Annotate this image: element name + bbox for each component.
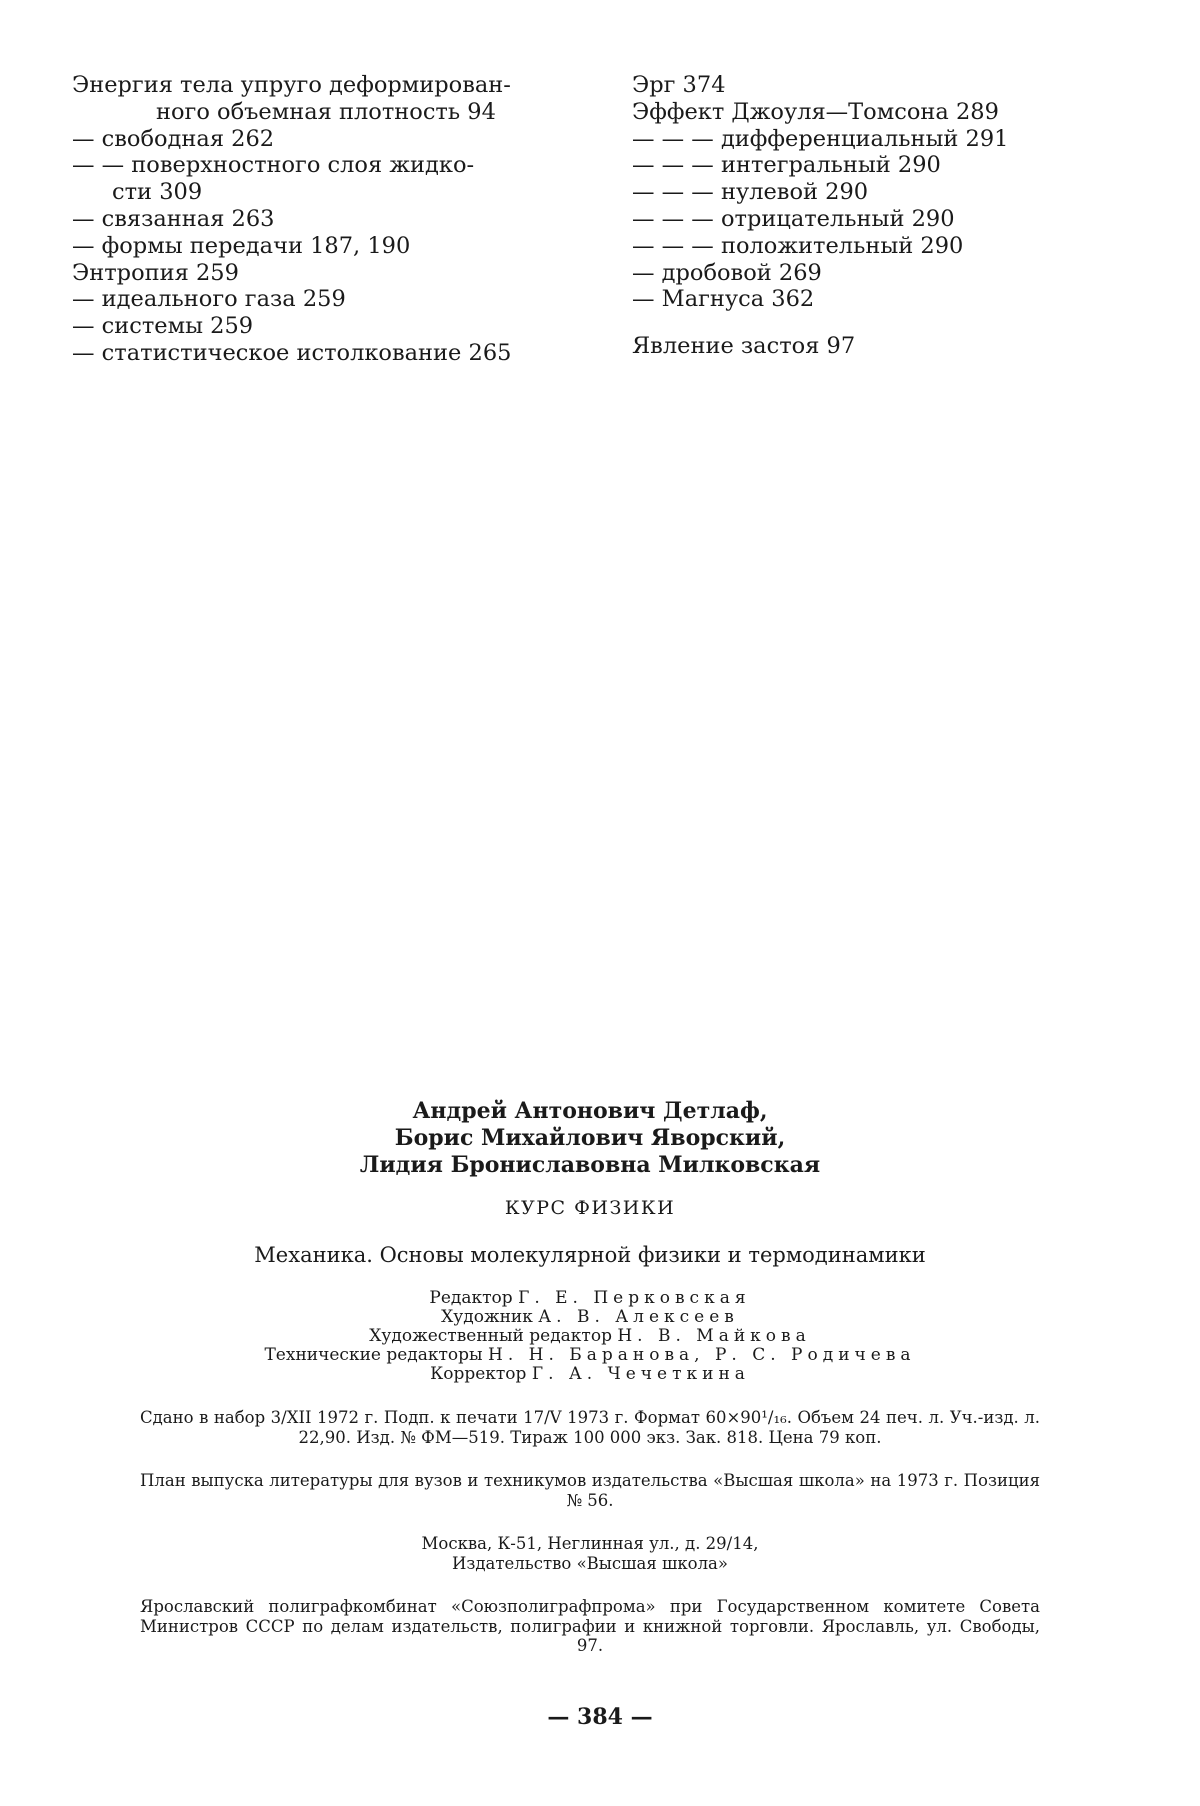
print-info: Сдано в набор 3/XII 1972 г. Подп. к печати 17/V 1973 г. Формат 60×90¹/₁₆. Объем 24 печ. л. Уч.-изд. л. 22,90. Изд. № ФМ—519. Тираж 100 000 экз. Зак. 818. Цена 79 коп.	[140, 1408, 1040, 1447]
index-column-left	[72, 72, 562, 367]
index-entry: Явление застоя 97	[632, 333, 856, 360]
index-entry: Энергия тела упруго деформирован-	[72, 72, 511, 98]
author-name: Лидия Брониславовна Милковская	[359, 1152, 821, 1178]
index-entry: — связанная 263	[72, 205, 275, 232]
credit-name: Г. Е. Перковская	[518, 1288, 751, 1308]
credit-role: Художественный редактор	[369, 1326, 612, 1346]
credit-name: Г. А. Чечеткина	[531, 1364, 750, 1384]
book-subtitle: Механика. Основы молекулярной физики и термодинамики	[254, 1243, 926, 1267]
credit-name: Н. В. Майкова	[617, 1326, 811, 1346]
credit-name: Н. Н. Баранова, Р. С. Родичева	[488, 1345, 916, 1365]
plan-info: План выпуска литературы для вузов и техникумов издательства «Высшая школа» на 1973 г. Позиция № 56.	[140, 1471, 1040, 1510]
publisher-address: Москва, К-51, Неглинная ул., д. 29/14,	[421, 1534, 759, 1553]
index-entry: — — — интегральный 290	[632, 152, 941, 179]
index-entry: — статистическое истолкование 265	[72, 339, 512, 366]
index-entry: сти 309	[112, 179, 203, 206]
author-name: Борис Михайлович Яворский,	[394, 1125, 786, 1151]
index-entry: — свободная 262	[72, 125, 275, 152]
colophon	[140, 1098, 1040, 1656]
index-column-right	[632, 72, 1152, 360]
index-entry: — — — нулевой 290	[632, 179, 869, 206]
publisher-block	[140, 1534, 1040, 1573]
index-entry: Энтропия 259	[72, 259, 239, 286]
index-entry: — Магнуса 362	[632, 286, 815, 313]
credit-line	[140, 1308, 1040, 1327]
index-entry: Эрг 374	[632, 72, 726, 98]
credit-line	[140, 1365, 1040, 1384]
credit-role: Технические редакторы	[264, 1345, 483, 1365]
author-list	[140, 1098, 1040, 1179]
credit-role: Художник	[441, 1307, 533, 1327]
book-title: КУРС ФИЗИКИ	[504, 1197, 676, 1219]
index-entry: — идеального газа 259	[72, 286, 346, 313]
index-entry: — формы передачи 187, 190	[72, 232, 411, 259]
index-entry: — — — положительный 290	[632, 232, 964, 259]
index-entry: — — — отрицательный 290	[632, 205, 955, 232]
index-entry: — системы 259	[72, 313, 254, 340]
index-entry: ного объемная плотность 94	[156, 98, 496, 125]
page-number: — 384 —	[547, 1704, 653, 1730]
credit-line	[140, 1327, 1040, 1346]
publisher-name: Издательство «Высшая школа»	[451, 1553, 728, 1573]
credit-line	[140, 1346, 1040, 1365]
credits-list	[140, 1289, 1040, 1384]
index-entry: — — поверхностного слоя жидко-	[72, 152, 475, 179]
printer-info: Ярославский полиграфкомбинат «Союзполиграфпрома» при Государственном комитете Совета Министров СССР по делам издательств, полиграфии и книжной торговли. Ярославль, ул. Свободы, 97.	[140, 1597, 1040, 1655]
credit-role: Корректор	[430, 1364, 527, 1384]
index-entry: — дробовой 269	[632, 259, 822, 286]
index-entry: — — — дифференциальный 291	[632, 125, 1009, 152]
credit-role: Редактор	[429, 1288, 513, 1308]
credit-line	[140, 1289, 1040, 1308]
credit-name: А. В. Алексеев	[538, 1307, 739, 1327]
index-entry: Эффект Джоуля—Томсона 289	[632, 98, 999, 125]
author-name: Андрей Антонович Детлаф,	[412, 1098, 768, 1124]
